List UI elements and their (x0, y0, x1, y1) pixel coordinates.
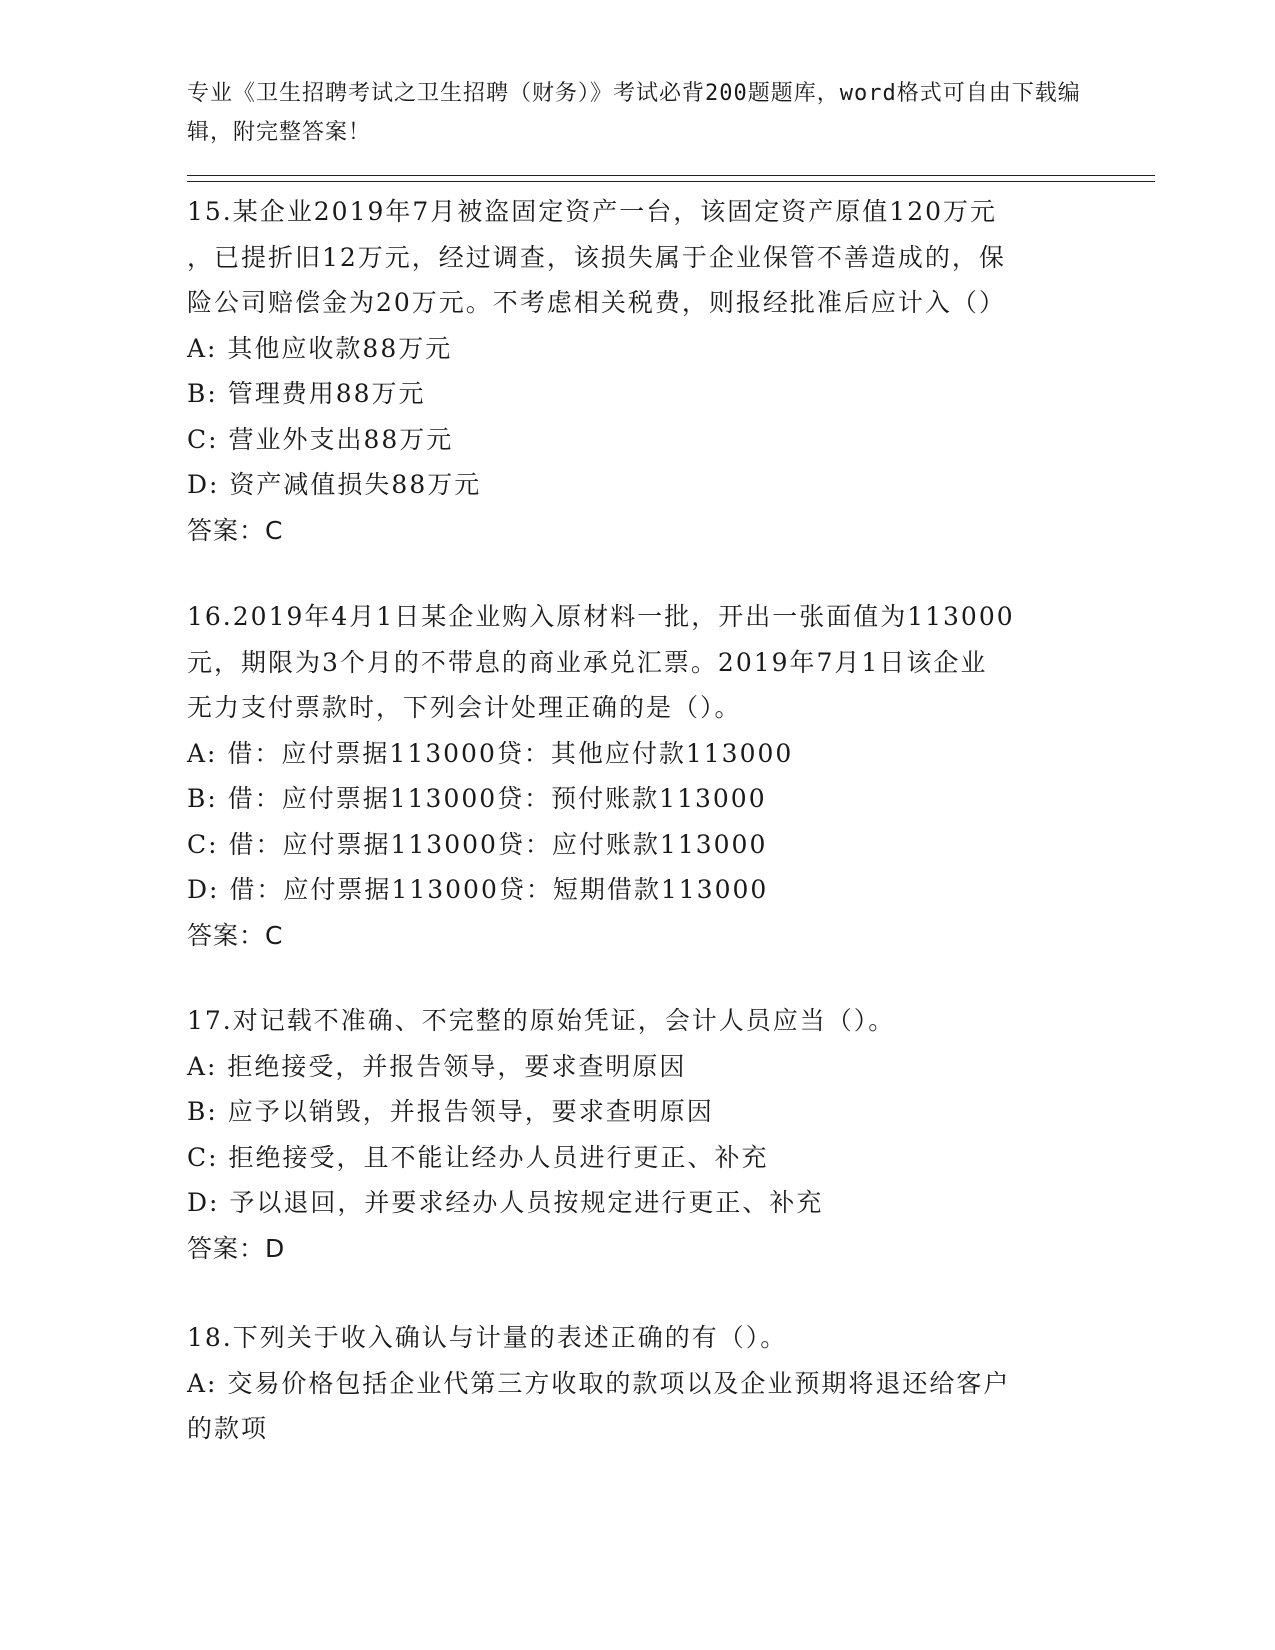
question-15 (187, 189, 1006, 553)
answer-line: 答案：C (187, 920, 284, 950)
header-divider-top (187, 175, 1155, 176)
document-header-title: 专业《卫生招聘考试之卫生招聘（财务）》考试必背200题题库，word格式可自由下载编辑，附完整答案！ (187, 81, 1081, 145)
option-c: C: 借：应付票据113000贷：应付账款113000 (187, 829, 768, 859)
question-16 (187, 594, 1015, 958)
option-a: A: 交易价格包括企业代第三方收取的款项以及企业预期将退还给客户 (187, 1368, 1011, 1398)
option-a: A: 其他应收款88万元 (187, 333, 453, 363)
option-c: C: 拒绝接受，且不能让经办人员进行更正、补充 (187, 1142, 769, 1172)
question-18 (187, 1315, 1010, 1452)
option-c: C: 营业外支出88万元 (187, 424, 454, 454)
option-b: B: 应予以销毁，并报告领导，要求查明原因 (187, 1097, 714, 1126)
question-stem-line: 18.下列关于收入确认与计量的表述正确的有（）。 (187, 1323, 788, 1352)
answer-line: 答案：C (187, 515, 284, 545)
option-b: B: 管理费用88万元 (187, 379, 426, 408)
question-stem-line: 17.对记载不准确、不完整的原始凭证，会计人员应当（）。 (187, 1006, 896, 1035)
answer-line: 答案：D (187, 1233, 286, 1263)
option-d: D: 资产减值损失88万元 (187, 470, 482, 499)
question-stem-line: 16.2019年4月1日某企业购入原材料一批，开出一张面值为113000 (187, 602, 1015, 631)
question-stem-line: 无力支付票款时，下列会计处理正确的是（）。 (187, 693, 742, 722)
question-stem-line: 险公司赔偿金为20万元。不考虑相关税费，则报经批准后应计入（） (187, 288, 1006, 317)
option-b: B: 借：应付票据113000贷：预付账款113000 (187, 784, 767, 813)
option-a: A: 借：应付票据113000贷：其他应付款113000 (187, 738, 794, 768)
question-stem-line: ，已提折旧12万元，经过调查，该损失属于企业保管不善造成的，保 (187, 242, 1006, 272)
option-a-continuation: 的款项 (187, 1414, 269, 1443)
option-d: D: 予以退回，并要求经办人员按规定进行更正、补充 (187, 1188, 824, 1217)
question-stem-line: 15.某企业2019年7月被盗固定资产一台，该固定资产原值120万元 (187, 197, 998, 226)
header-divider-bottom (187, 181, 1155, 182)
question-stem-line: 元，期限为3个月的不带息的商业承兑汇票。2019年7月1日该企业 (187, 647, 988, 677)
option-d: D: 借：应付票据113000贷：短期借款113000 (187, 875, 769, 904)
option-a: A: 拒绝接受，并报告领导，要求查明原因 (187, 1051, 687, 1081)
question-17 (187, 998, 895, 1271)
